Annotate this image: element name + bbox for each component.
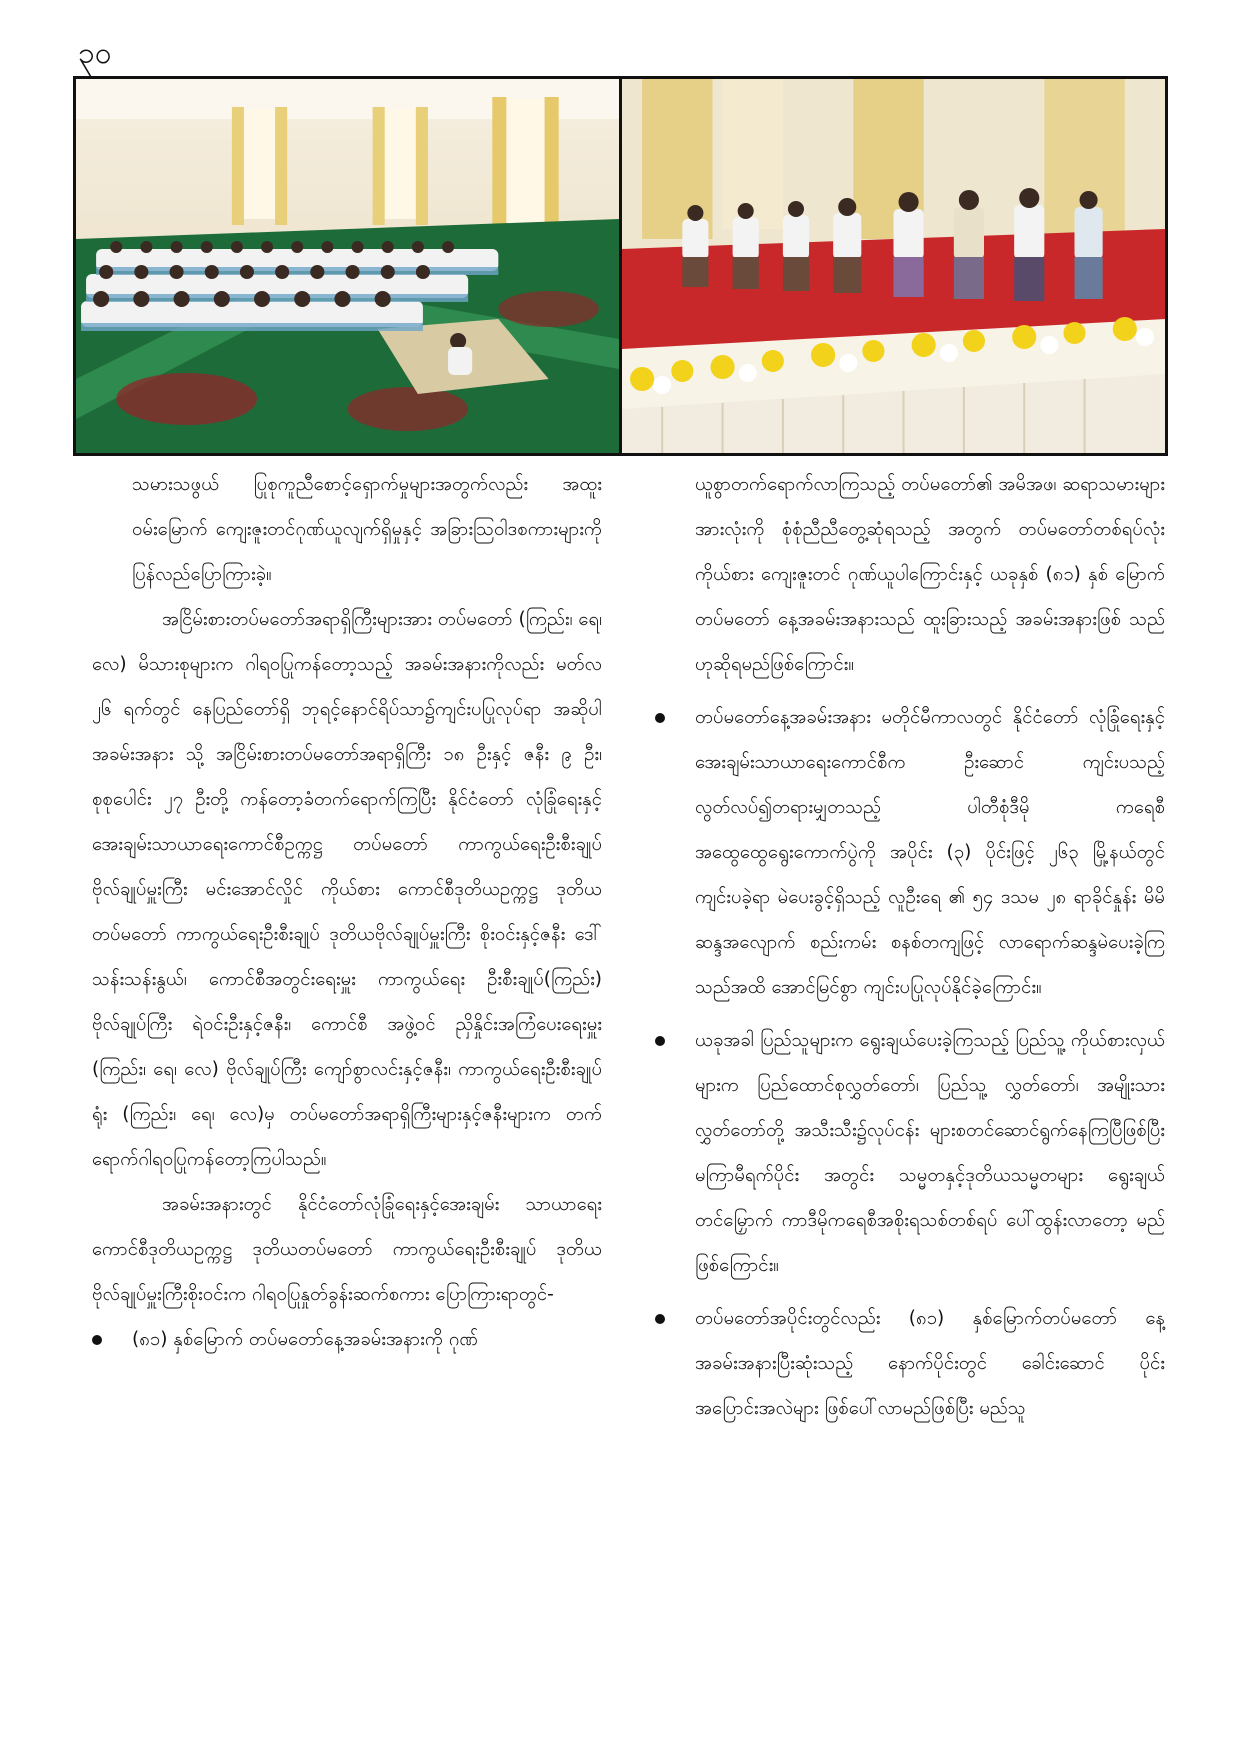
right-bullet-3 [655,1296,1165,1431]
stage-officials-illustration [622,79,1165,453]
left-bullet-1-text: (၈၁) နှစ်မြောက် တပ်မတော်နေ့အခမ်းအနားကို ဂုဏ် [132,1329,479,1350]
left-bullet-1 [92,1317,602,1362]
left-column [92,462,602,1362]
bullet-dot-icon [92,1335,102,1345]
hall-crowd-illustration [76,79,619,453]
bullet-dot-icon [655,1036,665,1046]
right-column [655,462,1165,1431]
bullet-dot-icon [655,1314,665,1324]
photo-strip [73,76,1168,456]
page-number: ၃၀ [78,36,112,71]
right-bullet-3-text: တပ်မတော်အပိုင်းတွင်လည်း (၈၁) နှစ်မြောက်တပ်မတော် နေ့အခမ်းအနားပြီးဆုံးသည့် နောက်ပိုင်းတွင် ခေါင်းဆောင် ပိုင်းအပြောင်းအလဲများ ဖြစ်ပေါ်လာမည်ဖြစ်ပြီး မည်သူ [695,1308,1165,1419]
right-bullet-2 [655,1018,1165,1288]
photo-hall-crowd [76,79,619,453]
right-bullet-1-text: တပ်မတော်နေ့အခမ်းအနား မတိုင်မီကာလတွင် နိုင်ငံတော် လုံခြုံရေးနှင့်အေးချမ်းသာယာရေးကောင်စီက ဦးဆောင် ကျင်းပသည့် လွတ်လပ်၍တရားမျှတသည့် ပါတီစုံဒီမို ကရေစီ အထွေထွေရွေးကောက်ပွဲကို အပိုင်း (၃) ပိုင်းဖြင့် ၂၆၃ မြို့နယ်တွင်ကျင်းပခဲ့ရာ မဲပေးခွင့်ရှိသည့် လူဦးရေ ၏ ၅၄ ဒသမ ၂၈ ရာခိုင်နှုန်း မိမိဆန္ဒအလျောက် စည်းကမ်း စနစ်တကျဖြင့် လာရောက်ဆန္ဒမဲပေးခဲ့ကြသည်အထိ အောင်မြင်စွာ ကျင်းပပြုလုပ်နိုင်ခဲ့ကြောင်း။ [695,707,1165,998]
right-paragraph-1: ယူစွာတက်ရောက်လာကြသည့် တပ်မတော်၏ အမိအဖ၊ ဆရာသမားများအားလုံးကို စုံစုံညီညီတွေ့ဆုံရသည့် အတွက် တပ်မတော်တစ်ရပ်လုံးကိုယ်စား ကျေးဇူးတင် ဂုဏ်ယူပါကြောင်းနှင့် ယခုနှစ် (၈၁) နှစ် မြောက် တပ်မတော် နေ့အခမ်းအနားသည် ထူးခြားသည့် အခမ်းအနားဖြစ် သည်ဟုဆိုရမည်ဖြစ်ကြောင်း။ [695,474,1166,675]
left-paragraph-1: သမားသဖွယ် ပြုစုကူညီစောင့်ရှောက်မှုများအတွက်လည်း အထူးဝမ်းမြောက် ကျေးဇူးတင်ဂုဏ်ယူလျက်ရှိမှုနှင့် အခြားသြဝါဒစကားများကို ပြန်လည်ပြောကြားခဲ့။ [132,474,602,585]
photo-stage-officials [622,79,1165,453]
right-bullet-1 [655,695,1165,1010]
right-bullet-2-text: ယခုအခါ ပြည်သူများက ရွေးချယ်ပေးခဲ့ကြသည့် ပြည်သူ့ ကိုယ်စားလှယ်များက ပြည်ထောင်စုလွှတ်တော်၊ ပြည်သူ့ လွှတ်တော်၊ အမျိုးသားလွှတ်တော်တို့ အသီးသီး၌လုပ်ငန်း များစတင်ဆောင်ရွက်နေကြပြီဖြစ်ပြီး မကြာမီရက်ပိုင်း အတွင်း သမ္မတနှင့်ဒုတိယသမ္မတများ ရွေးချယ်တင်မြှောက် ကာဒီမိုကရေစီအစိုးရသစ်တစ်ရပ် ပေါ်ထွန်းလာတော့ မည်ဖြစ်ကြောင်း။ [695,1030,1165,1276]
left-paragraph-3: အခမ်းအနားတွင် နိုင်ငံတော်လုံခြုံရေးနှင့်အေးချမ်း သာယာရေးကောင်စီဒုတိယဥက္ကဋ္ဌ ဒုတိယတပ်မတော် ကာကွယ်ရေးဦးစီးချုပ် ဒုတိယဗိုလ်ချုပ်မှူးကြီးစိုးဝင်းက ဂါရဝပြုနှုတ်ခွန်းဆက်စကား ပြောကြားရာတွင်- [92,1194,602,1305]
bullet-dot-icon [655,713,665,723]
left-paragraph-2: အငြိမ်းစားတပ်မတော်အရာရှိကြီးများအား တပ်မတော် (ကြည်း၊ ရေ၊ လေ) မိသားစုများက ဂါရဝပြုကန်တော့သည့် အခမ်းအနားကိုလည်း မတ်လ ၂၆ ရက်တွင် နေပြည်တော်ရှိ ဘုရင့်နောင်ရိပ်သာ၌ကျင်းပပြုလုပ်ရာ အဆိုပါအခမ်းအနား သို့ အငြိမ်းစားတပ်မတော်အရာရှိကြီး ၁၈ ဦးနှင့် ဇနီး ၉ ဦး၊ စုစုပေါင်း ၂၇ ဦးတို့ ကန်တော့ခံတက်ရောက်ကြပြီး နိုင်ငံတော် လုံခြုံရေးနှင့်အေးချမ်းသာယာရေးကောင်စီဥက္ကဋ္ဌ တပ်မတော် ကာကွယ်ရေးဦးစီးချုပ် ဗိုလ်ချုပ်မှူးကြီး မင်းအောင်လှိုင် ကိုယ်စား ကောင်စီဒုတိယဥက္ကဋ္ဌ ဒုတိယတပ်မတော် ကာကွယ်ရေးဦးစီးချုပ် ဒုတိယဗိုလ်ချုပ်မှူးကြီး စိုးဝင်းနှင့်ဇနီး ဒေါ်သန်းသန်းနွယ်၊ ကောင်စီအတွင်းရေးမှူး ကာကွယ်ရေး ဦးစီးချုပ်(ကြည်း) ဗိုလ်ချုပ်ကြီး ရဲဝင်းဦးနှင့်ဇနီး၊ ကောင်စီ အဖွဲ့ဝင် ညှိနှိုင်းအကြံပေးရေးမှူး (ကြည်း၊ ရေ၊ လေ) ဗိုလ်ချုပ်ကြီး ကျော်စွာလင်းနှင့်ဇနီး၊ ကာကွယ်ရေးဦးစီးချုပ်ရုံး (ကြည်း၊ ရေ၊ လေ)မှ တပ်မတော်အရာရှိကြီးများနှင့်ဇနီးများက တက်ရောက်ဂါရဝပြုကန်တော့ကြပါသည်။ [92,609,602,1170]
